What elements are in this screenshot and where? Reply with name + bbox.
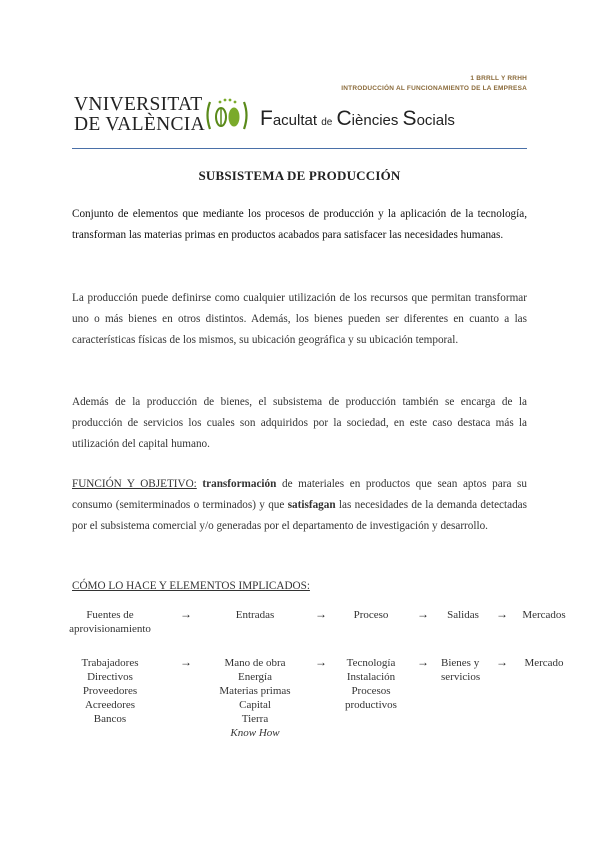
list-item: Proveedores <box>82 685 138 697</box>
flow-header-entradas: Entradas <box>235 609 275 621</box>
faculty-word-3: ocials <box>416 112 455 129</box>
header-subject: INTRODUCCIÓN AL FUNCIONAMIENTO DE LA EMPRESA <box>341 85 527 92</box>
faculty-initial-c: C <box>336 107 352 130</box>
list-item: Instalación <box>346 671 396 683</box>
university-line-1: VNIVERSITAT <box>74 94 203 115</box>
function-bold-2: satisfagan <box>287 499 336 511</box>
list-item: Capital <box>239 699 271 711</box>
faculty-name <box>260 107 455 131</box>
list-item-know-how: Know How <box>230 727 280 739</box>
function-text-1: de materiales en productos que sean aptos para su consumo (semiterminados o terminados) y que <box>72 478 528 511</box>
flow-list-proceso <box>332 656 410 712</box>
page-title: SUBSISTEMA DE PRODUCCIÓN <box>198 168 401 183</box>
paragraph-production: La producción puede definirse como cualquier utilización de los recursos que permitan transformar uno o más bienes en otros distintos. Además, los bienes pueden ser diferentes en cuanto a las características físicas de los mismos, su ubicación geográfica y su ubicación temporal. <box>72 292 527 346</box>
flow-arrow: → <box>315 607 327 621</box>
list-item: Mano de obra <box>224 657 286 669</box>
flow-arrow: → <box>417 607 429 621</box>
flow-list-mercado: Mercado <box>524 657 564 669</box>
flow-header-fuentes-2: aprovisionamiento <box>69 623 151 635</box>
paragraph-definition: Conjunto de elementos que mediante los procesos de producción y la aplicación de la tecnología, transforman las materias primas en productos acabados para satisfacer las necesidades humanas. <box>72 208 527 241</box>
list-item: Procesos <box>351 685 391 697</box>
flow-arrow: → <box>496 655 508 669</box>
faculty-logo <box>74 95 514 137</box>
flow-header-proceso: Proceso <box>353 609 389 621</box>
faculty-initial-f: F <box>260 107 273 130</box>
list-item: Bancos <box>93 713 127 725</box>
faculty-word-2: iències <box>351 112 399 129</box>
header-divider <box>72 148 527 149</box>
list-item: servicios <box>441 671 481 683</box>
function-label: FUNCIÓN Y OBJETIVO: <box>72 478 197 490</box>
list-item: Directivos <box>87 671 133 683</box>
university-line-2: DE VALÈNCIA <box>74 114 205 135</box>
paragraph-function <box>72 474 527 537</box>
list-item: Tierra <box>241 713 269 725</box>
flow-arrow: → <box>417 655 429 669</box>
university-name <box>74 95 205 135</box>
flow-list-entradas <box>206 656 304 740</box>
list-item: Materias primas <box>219 685 291 697</box>
flow-list-fuentes <box>60 656 160 726</box>
flow-header-salidas: Salidas <box>447 609 479 621</box>
list-item: Bienes y <box>441 657 480 669</box>
faculty-initial-s: S <box>402 107 417 130</box>
section-heading: CÓMO LO HACE Y ELEMENTOS IMPLICADOS: <box>72 580 310 592</box>
faculty-word-1: acultat <box>272 112 318 129</box>
header-course: 1 BRRLL Y RRHH <box>470 75 527 82</box>
flow-arrow: → <box>496 607 508 621</box>
faculty-de: de <box>321 117 333 128</box>
flow-header-fuentes-1: Fuentes de <box>86 609 134 621</box>
list-item: productivos <box>345 699 397 711</box>
flow-arrow: → <box>180 607 192 621</box>
list-item: Acreedores <box>84 699 136 711</box>
flow-arrow: → <box>180 655 192 669</box>
flow-list-salidas <box>441 656 495 684</box>
function-text-2: las necesidades de la demanda detectadas por el subsistema comercial y/o generadas por el departamento de investigación y desarrollo. <box>72 499 527 532</box>
function-bold-1: transformación <box>202 478 277 490</box>
list-item: Energía <box>237 671 272 683</box>
flow-arrow: → <box>315 655 327 669</box>
flow-header-fuentes <box>60 608 160 636</box>
list-item: Trabajadores <box>81 657 139 669</box>
paragraph-services: Además de la producción de bienes, el subsistema de producción también se encarga de la producción de servicios los cuales son adquiridos por la sociedad, en este caso destaca más la utilización del capital humano. <box>72 396 527 450</box>
list-item: Tecnología <box>346 657 396 669</box>
faculty-emblem-icon <box>204 96 250 134</box>
flow-header-mercados: Mercados <box>522 609 566 621</box>
